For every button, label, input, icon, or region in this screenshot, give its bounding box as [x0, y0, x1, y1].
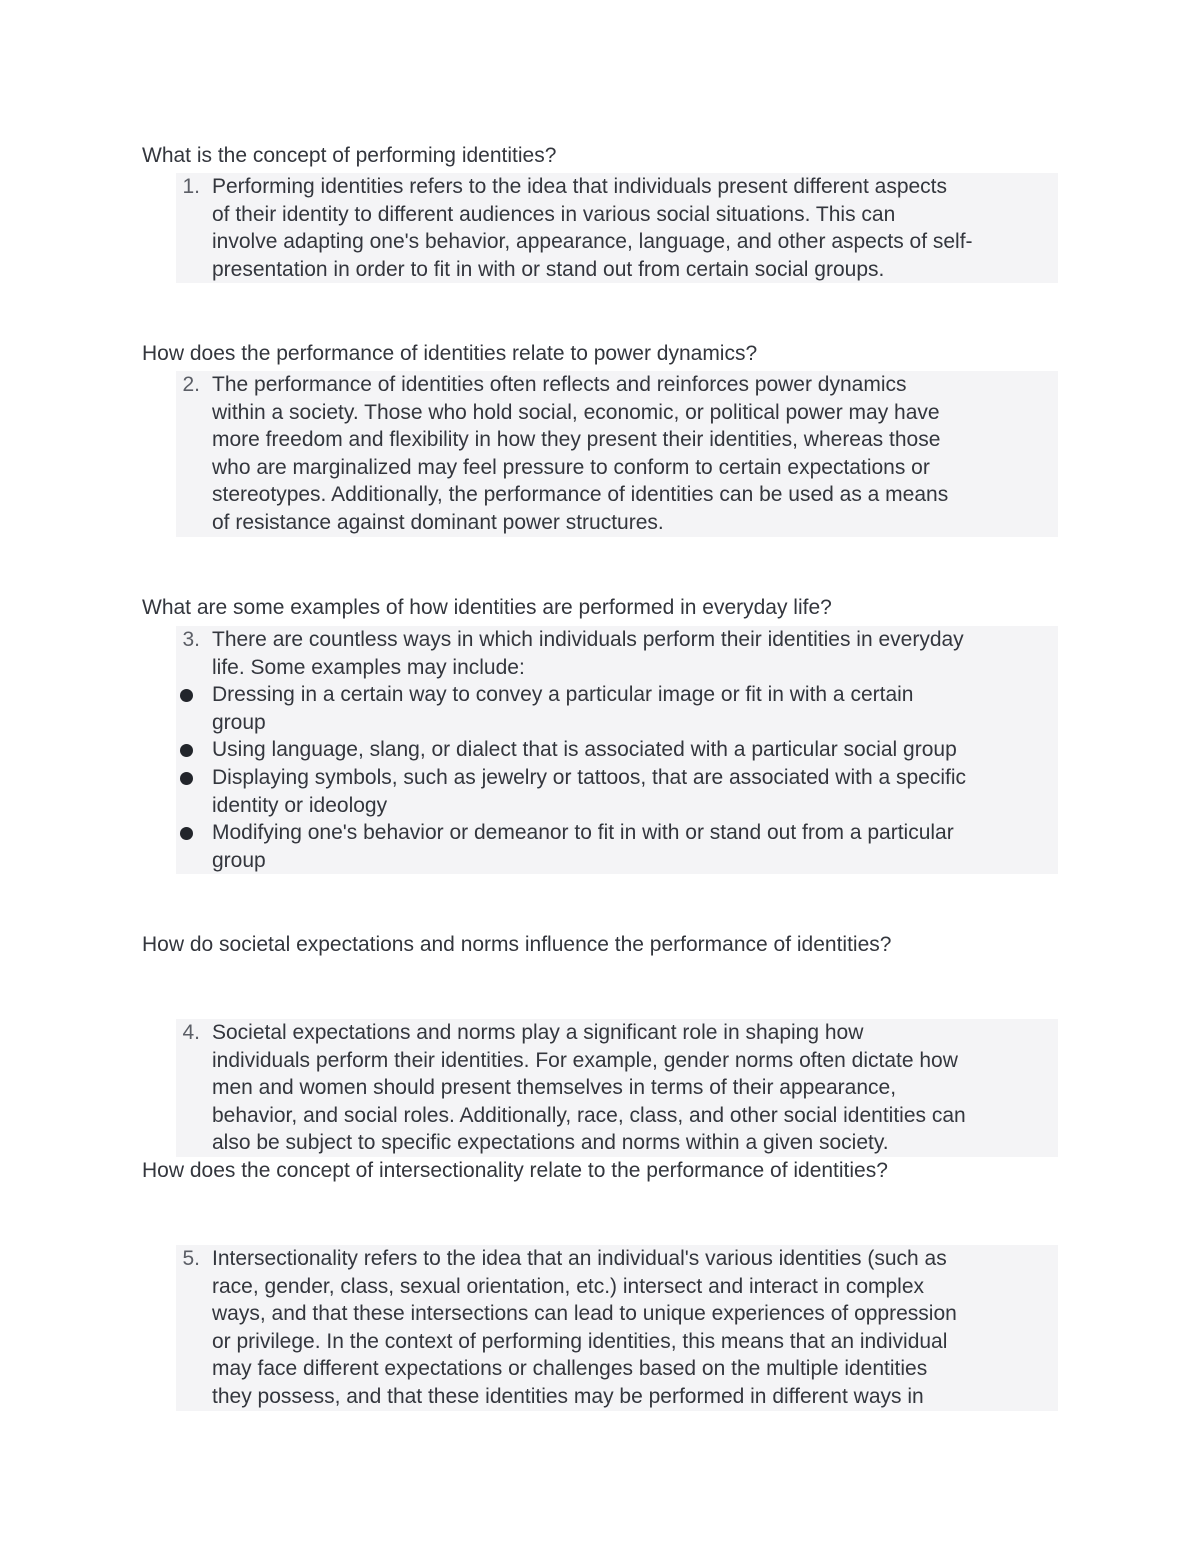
answer-line — [176, 228, 1058, 256]
answer-text: men and women should present themselves in terms of their appearance, — [212, 1076, 897, 1100]
answer-text: more freedom and flexibility in how they present their identities, whereas those — [212, 428, 941, 452]
answer-text: life. Some examples may include: — [212, 655, 525, 679]
answer-line — [176, 1074, 1058, 1102]
bullet-text: identity or ideology — [212, 793, 388, 817]
answer-block-1 — [176, 173, 1058, 283]
answer-line — [176, 173, 1058, 201]
answer-line — [176, 481, 1058, 509]
answer-line — [176, 1383, 1058, 1411]
answer-block-4 — [176, 1019, 1058, 1157]
answer-line — [176, 509, 1058, 537]
answer-line — [176, 426, 1058, 454]
bullet-continuation — [176, 847, 1058, 875]
answer-text: of their identity to different audiences in various social situations. This can — [212, 202, 896, 226]
answer-text: of resistance against dominant power structures. — [212, 510, 664, 534]
answer-text: Performing identities refers to the idea that individuals present different aspects — [212, 175, 948, 198]
bullet-item — [176, 681, 1058, 709]
bullet-text: Using language, slang, or dialect that is associated with a particular social group — [212, 738, 957, 762]
answer-line — [176, 1129, 1058, 1157]
answer-block-2 — [176, 371, 1058, 537]
question-1: What is the concept of performing identities? — [142, 144, 557, 167]
question-2: How does the performance of identities relate to power dynamics? — [142, 342, 758, 365]
bullet-text: Displaying symbols, such as jewelry or tattoos, that are associated with a specific — [212, 765, 967, 789]
answer-text: The performance of identities often reflects and reinforces power dynamics — [212, 373, 907, 396]
answer-text: also be subject to specific expectations and norms within a given society. — [212, 1131, 889, 1155]
list-number: 1. — [182, 175, 200, 198]
answer-text: stereotypes. Additionally, the performance of identities can be used as a means — [212, 483, 949, 507]
list-number: 3. — [182, 628, 200, 651]
answer-line — [176, 1300, 1058, 1328]
answer-text: presentation in order to fit in with or stand out from certain social groups. — [212, 257, 885, 281]
answer-line — [176, 1273, 1058, 1301]
answer-text: may face different expectations or challenges based on the multiple identities — [212, 1357, 928, 1381]
answer-line — [176, 1245, 1058, 1273]
bullet-icon — [180, 689, 193, 702]
answer-line — [176, 1102, 1058, 1130]
answer-text: There are countless ways in which individuals perform their identities in everyday — [212, 628, 964, 651]
bullet-icon — [180, 772, 193, 785]
answer-text: or privilege. In the context of performing identities, this means that an individual — [212, 1329, 948, 1353]
answer-line — [176, 256, 1058, 284]
bullet-text: group — [212, 848, 266, 872]
answer-text: individuals perform their identities. For example, gender norms often dictate how — [212, 1048, 958, 1072]
answer-text: race, gender, class, sexual orientation, etc.) intersect and interact in complex — [212, 1274, 925, 1298]
answer-line — [176, 1355, 1058, 1383]
answer-block-3 — [176, 626, 1058, 874]
question-4: How do societal expectations and norms influence the performance of identities? — [142, 933, 892, 956]
answer-text: they possess, and that these identities may be performed in different ways in — [212, 1384, 924, 1408]
bullet-continuation — [176, 709, 1058, 737]
bullet-item — [176, 764, 1058, 792]
answer-line — [176, 371, 1058, 399]
answer-text: involve adapting one's behavior, appearance, language, and other aspects of self- — [212, 230, 973, 254]
answer-line — [176, 1047, 1058, 1075]
answer-text: behavior, and social roles. Additionally, race, class, and other social identities can — [212, 1103, 966, 1127]
answer-line — [176, 654, 1058, 682]
answer-line — [176, 454, 1058, 482]
list-number: 4. — [182, 1021, 200, 1044]
answer-text: Intersectionality refers to the idea that an individual's various identities (such as — [212, 1247, 947, 1270]
answer-line — [176, 1019, 1058, 1047]
list-number: 5. — [182, 1247, 200, 1270]
answer-text: who are marginalized may feel pressure to conform to certain expectations or — [212, 455, 930, 479]
bullet-text: Modifying one's behavior or demeanor to fit in with or stand out from a particular — [212, 821, 954, 845]
answer-text: ways, and that these intersections can lead to unique experiences of oppression — [212, 1302, 957, 1326]
bullet-item — [176, 736, 1058, 764]
bullet-icon — [180, 744, 193, 757]
question-5: How does the concept of intersectionality relate to the performance of identities? — [142, 1159, 888, 1182]
answer-block-5 — [176, 1245, 1058, 1411]
question-3: What are some examples of how identities are performed in everyday life? — [142, 596, 832, 619]
bullet-continuation — [176, 792, 1058, 820]
bullet-text: group — [212, 710, 266, 734]
answer-text: Societal expectations and norms play a significant role in shaping how — [212, 1021, 864, 1044]
bullet-icon — [180, 827, 193, 840]
list-number: 2. — [182, 373, 200, 396]
answer-text: within a society. Those who hold social, economic, or political power may have — [212, 400, 940, 424]
bullet-item — [176, 819, 1058, 847]
bullet-text: Dressing in a certain way to convey a particular image or fit in with a certain — [212, 683, 914, 707]
answer-line — [176, 399, 1058, 427]
answer-line — [176, 626, 1058, 654]
answer-line — [176, 1328, 1058, 1356]
answer-line — [176, 201, 1058, 229]
